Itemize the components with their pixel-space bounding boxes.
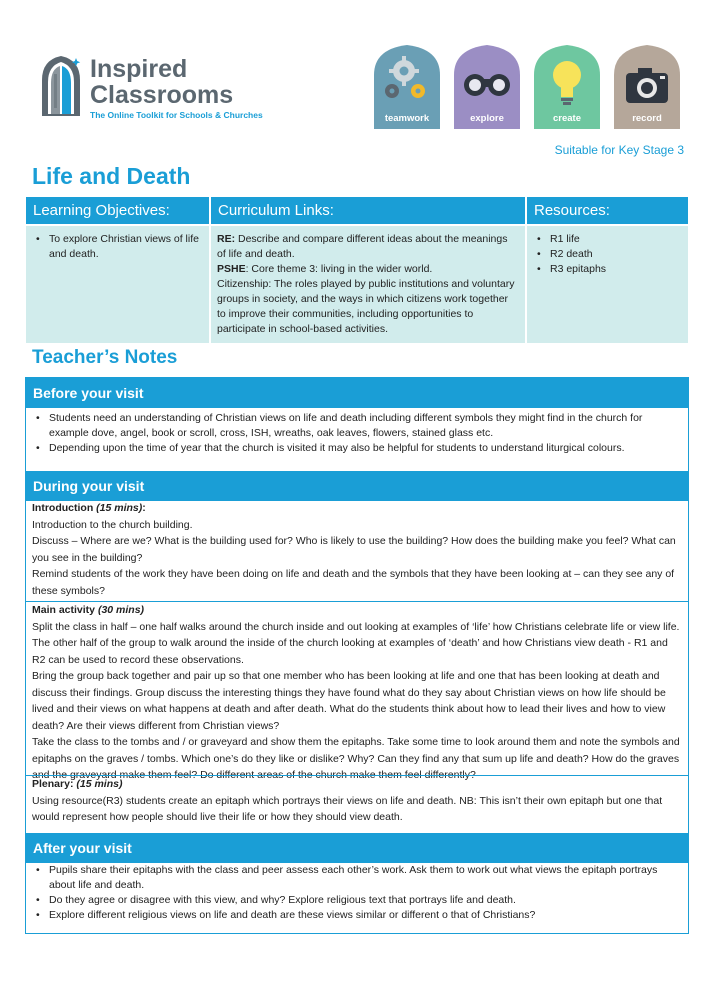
list-item: • Depending upon the time of year that the church is visited it may also be helpful for students to understand liturgical colours.	[32, 441, 681, 456]
list-item: • To explore Christian views of life and death.	[32, 232, 203, 262]
page-title: Life and Death	[32, 163, 191, 189]
during-visit-heading: During your visit	[26, 471, 688, 501]
after-visit-heading: After your visit	[26, 833, 688, 863]
paragraph: Remind students of the work they have been doing on life and death and the symbols that they have been looking at – can they see any of these symbols?	[32, 568, 675, 597]
teachers-notes-box	[25, 377, 689, 934]
list-item: • Students need an understanding of Christian views on life and death including different symbols they might find in the church for example dove, angel, book or scroll, cross, ISH, wreaths, oak leaves, flowers, stained glass etc.	[32, 411, 681, 441]
section-heading: Teacher’s Notes	[32, 347, 178, 368]
objectives-column	[26, 197, 209, 343]
resource-item: • R1 life	[533, 232, 682, 247]
plenary-block	[26, 776, 688, 826]
logo	[38, 52, 278, 122]
badge-explore	[454, 45, 520, 129]
paragraph: Bring the group back together and pair up so that one member who has been looking at life and one that has been looking at death and discuss their findings. Group discuss the interesting things they have found what do they say about Christian views on how life should be lived and their views on what happens at death and after death. What do the students think about how to lead their lives and how to view death? Are their views different from Christian views?	[32, 670, 666, 732]
list-item: • Explore different religious views on life and death are these views similar or different o that of Christians?	[32, 908, 681, 923]
before-visit-body	[26, 411, 688, 456]
logo-text: Inspired	[90, 55, 188, 83]
introduction-block	[26, 500, 688, 599]
badge-teamwork	[374, 45, 440, 129]
paragraph: Introduction to the church building.	[32, 518, 193, 531]
after-visit-body	[26, 863, 688, 923]
badge-label: explore	[470, 113, 504, 124]
list-item: • Do they agree or disagree with this view, and why? Explore religious text that portrays life and death.	[32, 893, 681, 908]
badge-label: create	[553, 113, 581, 124]
church-door-icon	[38, 54, 84, 118]
pshe-label: PSHE	[217, 263, 246, 275]
camera-icon	[626, 68, 668, 103]
pshe-text: : Core theme 3: living in the wider world.	[245, 263, 433, 275]
badge-label: record	[632, 113, 662, 124]
before-visit-heading: Before your visit	[26, 378, 688, 408]
logo-tagline: The Online Toolkit for Schools & Churches	[90, 110, 263, 120]
main-activity-block	[26, 602, 688, 784]
badge-label: teamwork	[384, 113, 430, 124]
paragraph: Using resource(R3) students create an epitaph which portrays their views on life and death. NB: This isn’t their own epitaph but one that would represent how people should live their life or how they should view death.	[32, 794, 663, 823]
curriculum-pshe	[217, 262, 519, 277]
key-stage-label: Suitable for Key Stage 3	[554, 143, 684, 157]
curriculum-citizenship: Citizenship: The roles played by public institutions and voluntary groups in society, and the ways in which citizens work together to improve their communities, including opportunities to participate in school-based activities.	[217, 278, 515, 335]
resource-item: • R3 epitaphs	[533, 262, 682, 277]
curriculum-column	[211, 197, 525, 343]
curriculum-re	[217, 232, 519, 262]
curriculum-heading: Curriculum Links:	[211, 197, 525, 224]
objectives-heading: Learning Objectives:	[26, 197, 209, 224]
logo-text: Classrooms	[90, 81, 234, 109]
re-label: RE:	[217, 233, 236, 245]
badge-record	[614, 45, 680, 129]
introduction-label: Introduction (15 mins):	[32, 502, 146, 514]
objectives-body	[26, 226, 209, 343]
resources-body	[527, 226, 688, 343]
re-text: Describe and compare different ideas about the meanings of life and death.	[217, 233, 508, 260]
list-item: • Pupils share their epitaphs with the class and peer assess each other’s work. Ask them to work out what views the epitaph portrays about life and death.	[32, 863, 681, 893]
paragraph: Discuss – Where are we? What is the building used for? Who is likely to use the building? How does the building make you feel? What can you see in the building?	[32, 535, 676, 564]
paragraph: Split the class in half – one half walks around the church inside and out looking at examples of ‘life’ how Christians celebrate life or view life. The other half of the group to walk around the inside of the church looking at examples of ‘death’ and how Christians view death - R1 and R2 can be used to record these observations.	[32, 620, 680, 666]
resources-column	[527, 197, 688, 343]
resources-heading: Resources:	[527, 197, 688, 224]
curriculum-body	[211, 226, 525, 343]
badge-create	[534, 45, 600, 129]
paragraph: Take the class to the tombs and / or graveyard and show them the epitaphs. Take some time to look around them and note the symbols and epitaphs on the graves / tombs. Which one’s do they like or dislike? Why? Can they find any that sum up life and death? How do the graves and the graveyard make them feel? Do different areas of the church make them feel differently?	[32, 736, 680, 781]
resource-item: • R2 death	[533, 247, 682, 262]
activity-badges	[374, 45, 686, 129]
plenary-label: Plenary: (15 mins)	[32, 778, 123, 790]
main-activity-label: Main activity (30 mins)	[32, 604, 145, 616]
